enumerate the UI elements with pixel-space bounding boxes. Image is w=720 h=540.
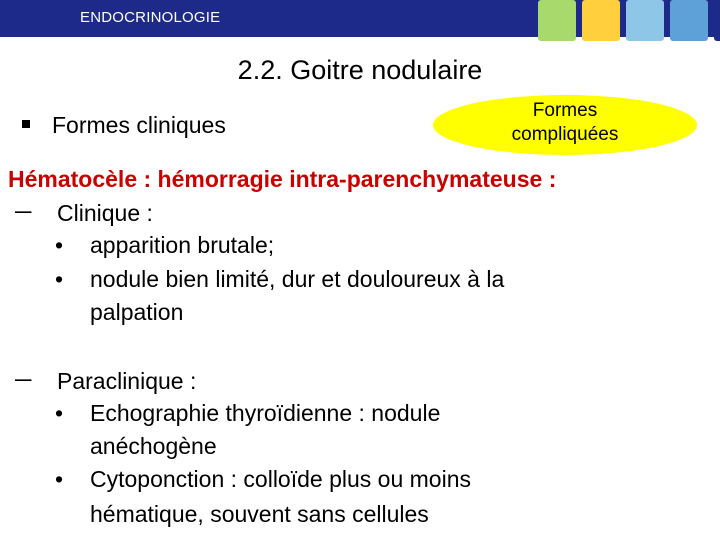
square-bullet-icon [22, 120, 30, 128]
section-heading: Hématocèle : hémorragie intra-parenchymateuse : [8, 166, 557, 192]
paraclinique-label: Paraclinique : [57, 368, 197, 394]
bullet-dot: • [55, 232, 64, 258]
bullet-label: Formes cliniques [52, 112, 226, 138]
dash-paraclinique: ─ [15, 366, 32, 392]
paraclinique-item-2: Cytoponction : colloïde plus ou moins [90, 466, 471, 492]
decor-square-light-blue [626, 0, 664, 41]
clinique-item-2-cont: palpation [90, 299, 184, 325]
dash-clinique: ─ [15, 198, 32, 224]
course-label: ENDOCRINOLOGIE [80, 9, 221, 26]
decor-square-yellow [582, 0, 620, 41]
bullet-dot: • [55, 266, 64, 292]
bullet-dot: • [55, 400, 64, 426]
clinique-item-1: apparition brutale; [90, 232, 275, 258]
bullet-formes-cliniques [22, 112, 226, 139]
badge-line-2: compliquées [511, 124, 619, 145]
clinique-item-2: nodule bien limité, dur et douloureux à la [90, 266, 505, 292]
paraclinique-item-1-cont: anéchogène [90, 433, 217, 459]
bullet-dot: • [55, 466, 64, 492]
decor-square-blue [670, 0, 708, 41]
decor-square-green [538, 0, 576, 41]
slide-title: 2.2. Goitre nodulaire [237, 55, 483, 85]
paraclinique-item-1: Echographie thyroïdienne : nodule [90, 400, 441, 426]
badge-line-1: Formes [532, 100, 598, 121]
decor-square-navy [714, 0, 720, 41]
paraclinique-item-2-cont: hématique, souvent sans cellules [90, 501, 429, 527]
badge-text [433, 95, 697, 147]
clinique-label: Clinique : [57, 200, 153, 226]
